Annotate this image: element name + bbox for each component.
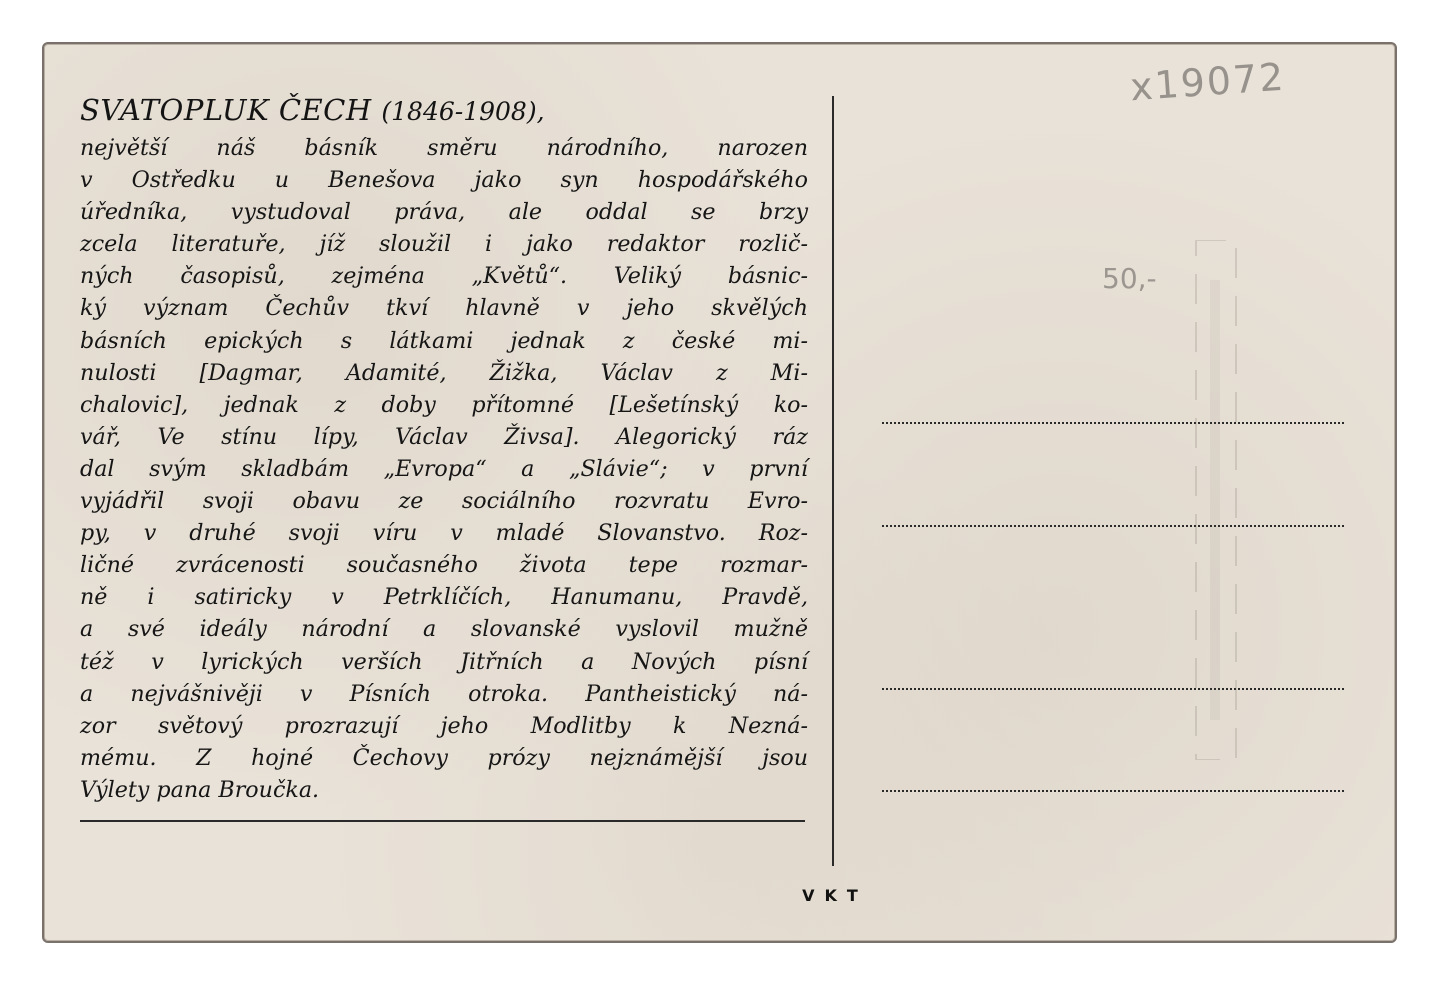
address-line-2 xyxy=(882,525,1344,527)
address-line-1 xyxy=(882,422,1344,424)
biography-line: též v lyrických verších Jitřních a Nových písní xyxy=(80,648,808,675)
biography-line: zcela literatuře, jíž sloužil i jako redaktor rozlič- xyxy=(80,231,808,258)
card-title xyxy=(80,90,808,132)
biography-line: v Ostředku u Benešova jako syn hospodářského xyxy=(80,167,808,194)
publisher-mark: VKT xyxy=(802,886,868,905)
vertical-divider xyxy=(832,96,834,866)
biography-line: nulosti [Dagmar, Adamité, Žižka, Václav z Mi- xyxy=(80,359,808,386)
title-years: (1846-1908), xyxy=(381,97,545,126)
biography-line: ně i satiricky v Petrklíčích, Hanumanu, Pravdě, xyxy=(80,584,808,611)
biography-line: py, v druhé svoji víru v mladé Slovanstvo. Roz- xyxy=(80,520,808,547)
biography-line: úředníka, vystudoval práva, ale oddal se brzy xyxy=(80,199,808,226)
biography-line: vář, Ve stínu lípy, Václav Živsa]. Alegorický ráz xyxy=(80,423,808,450)
biography-line: vyjádřil svoji obavu ze sociálního rozvratu Evro- xyxy=(80,488,808,515)
biography-line: mému. Z hojné Čechovy prózy nejznámější jsou xyxy=(80,744,808,771)
biography-line: básních epických s látkami jednak z české mi- xyxy=(80,327,808,354)
show-through-stamp xyxy=(1188,240,1248,760)
biography-line: ličné zvrácenosti současného života tepe rozmar- xyxy=(80,552,808,579)
biography-line: Výlety pana Broučka. xyxy=(80,776,320,803)
biography-line: ký význam Čechův tkví hlavně v jeho skvělých xyxy=(80,295,808,322)
biography-line: zor světový prozrazují jeho Modlitby k Nezná- xyxy=(80,712,808,739)
title-name: SVATOPLUK ČECH xyxy=(80,93,372,127)
biography-line: a nejvášnivěji v Písních otroka. Pantheistický ná- xyxy=(80,680,808,707)
biography-line: ných časopisů, zejména „Květů“. Veliký básnic- xyxy=(80,263,808,290)
biography-line: chalovic], jednak z doby přítomné [Lešetínský ko- xyxy=(80,391,808,418)
biography-line: dal svým skladbám „Evropa“ a „Slávie“; v první xyxy=(80,455,808,482)
biography-line: největší náš básník směru národního, narozen xyxy=(80,135,808,161)
biography-text xyxy=(80,132,808,806)
address-line-3 xyxy=(882,688,1344,690)
text-column xyxy=(80,90,808,806)
biography-line: a své ideály národní a slovanské vyslovil mužně xyxy=(80,616,808,643)
text-underline-rule xyxy=(80,820,805,822)
pencil-inventory-number: x19072 xyxy=(1128,54,1287,110)
pencil-price-note: 50,- xyxy=(1102,262,1157,295)
address-line-4 xyxy=(882,790,1344,792)
